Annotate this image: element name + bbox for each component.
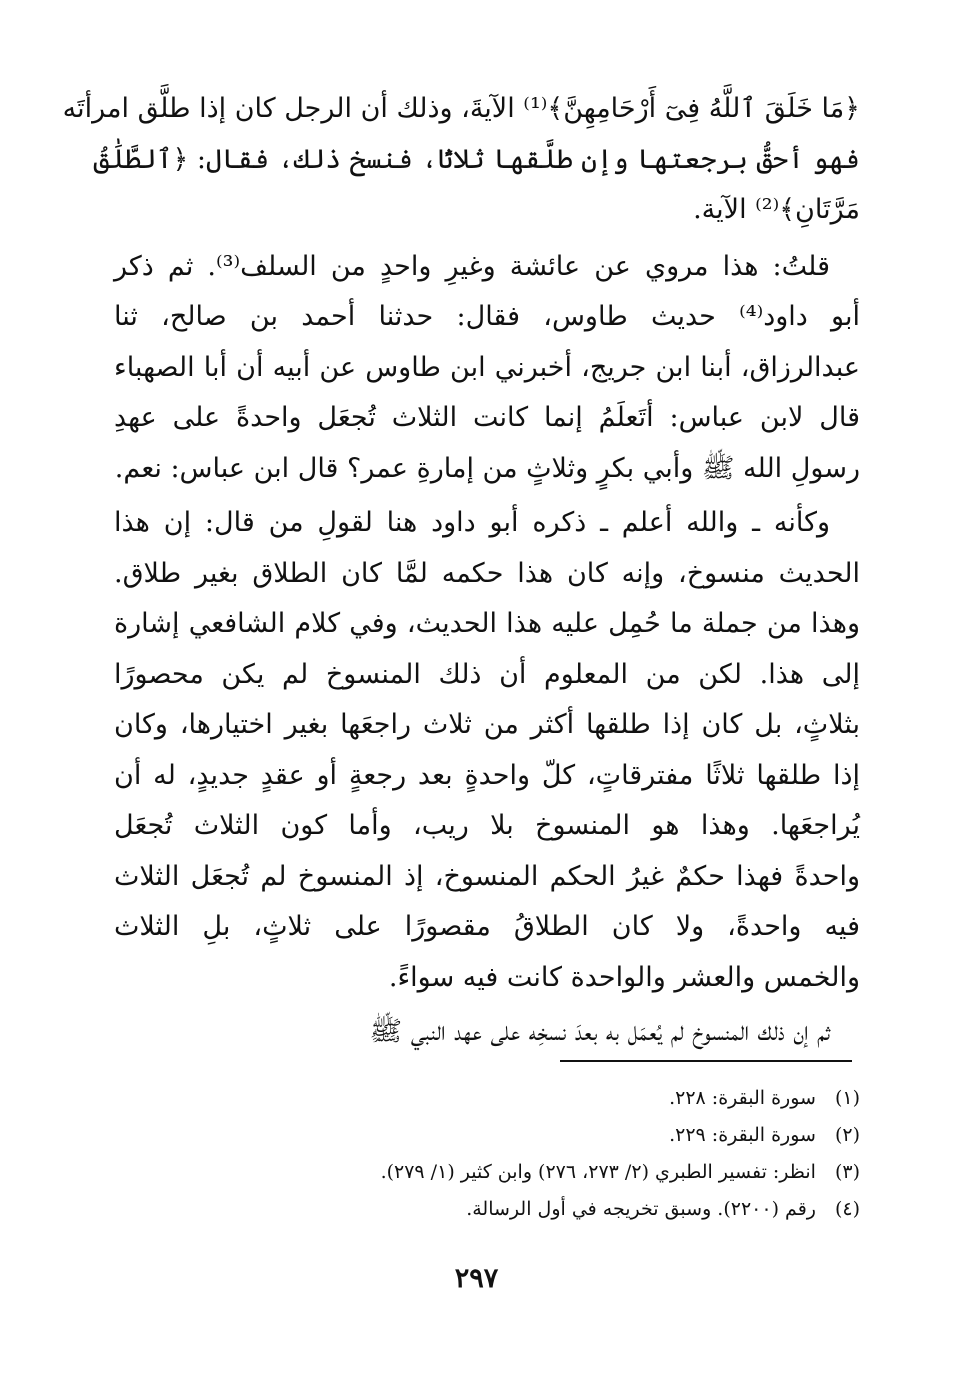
footnote-text: سورة البقرة: ٢٢٨.	[669, 1087, 816, 1109]
text-line: مَرَّتَانِ﴾⁽²⁾ الآية.	[693, 194, 860, 225]
footnote-item	[160, 1117, 860, 1154]
text-line: وكأنه ـ والله أعلم ـ ذكره أبو داود هنا لقولِ من قال: إن هذا	[114, 507, 830, 538]
text-line: فهو أحقُّ برجعتها وإن طلَّقها ثلاثًا، فنسخ ذلك، فقال: ﴿ٱلطَّلَٰقُ	[93, 143, 860, 175]
footnote-text: سورة البقرة: ٢٢٩.	[669, 1124, 816, 1146]
text-line: الحديث منسوخ، وإنه كان هذا حكمه لمَّا كان الطلاق بغير طلاق.	[114, 557, 860, 589]
page-number: ٢٩٧	[454, 1263, 499, 1294]
text-line: واحدةً فهذا حكمٌ غيرُ الحكم المنسوخ، إذ المنسوخ لم تُجعَل الثلاث	[114, 860, 860, 892]
text-line: رسولِ الله ﷺ وأبي بكرٍ وثلاثٍ من إمارةِ عمر؟ قال ابن عباس: نعم.	[114, 452, 860, 484]
paragraph-4	[114, 1007, 860, 1058]
text-line: يُراجعَها. وهذا هو المنسوخ بلا ريب، وأما كون الثلاث تُجعَل	[114, 810, 860, 841]
footnotes	[160, 1080, 860, 1228]
footnote-number: (٢)	[834, 1124, 860, 1146]
text-line: قلتُ: هذا مروي عن عائشة وغيرِ واحدٍ من السلف⁽³⁾. ثم ذكر	[114, 250, 831, 282]
text-line: أبو داود⁽⁴⁾ حديث طاوس، فقال: حدثنا أحمد بن صالح، ثنا	[114, 301, 861, 332]
text-line: ﴿مَا خَلَقَ ٱللَّهُ فِىٓ أَرْحَامِهِنَّ﴾⁽¹⁾ الآيةَ، وذلك أن الرجل كان إذا طلَّق امرأتَه	[62, 93, 860, 124]
footnote-item	[160, 1080, 860, 1117]
footnote-number: (٣)	[834, 1161, 860, 1183]
page-body	[62, 84, 861, 1060]
footnote-item	[160, 1154, 860, 1191]
text-line: قال لابن عباس: أتَعلَمُ إنما كانت الثلاث تُجعَل واحدةً على عهدِ	[114, 402, 860, 433]
paragraph-1	[62, 84, 860, 236]
text-line: إلى هذا. لكن من المعلوم أن ذلك المنسوخ لم يكن محصورًا	[114, 658, 860, 690]
text-line: وهذا من جملة ما حُمِل عليه هذا الحديث، وفي كلام الشافعي إشارة	[114, 608, 860, 639]
footnote-divider	[560, 1060, 852, 1062]
text-line: بثلاثٍ، بل كان إذا طلقها أكثر من ثلاث راجعَها بغير اختيارها، وكان	[114, 709, 860, 740]
footnote-text: انظر: تفسير الطبري (٢/ ٢٧٣، ٢٧٦) وابن كثير (١/ ٢٧٩).	[380, 1161, 816, 1183]
footnote-item	[160, 1191, 860, 1228]
footnote-text: رقم (٢٢٠٠). وسبق تخريجه في أول الرسالة.	[466, 1198, 816, 1220]
paragraph-3	[114, 498, 860, 1003]
text-line: عبدالرزاق، أبنا ابن جريج، أخبرني ابن طاوس عن أبيه أن أبا الصهباء	[114, 351, 860, 383]
text-line: إذا طلقها ثلاثًا مفترقاتٍ، كلّ واحدةٍ بعد رجعةٍ أو عقدٍ جديدٍ، له أن	[114, 759, 860, 791]
paragraph-2	[114, 242, 860, 495]
footnote-number: (٤)	[834, 1198, 860, 1220]
footnote-number: (١)	[834, 1087, 860, 1109]
text-line: والخمس والعشر والواحدة كانت فيه سواءً.	[388, 961, 860, 993]
text-line: فيه واحدةً، ولا كان الطلاقُ مقصورًا على ثلاثٍ، بلِ الثلاث	[114, 911, 860, 942]
text-line: ثم إن ذلك المنسوخ لم يُعمَل به بعدَ نسخِه على عهد النبي ﷺ	[369, 1016, 830, 1047]
